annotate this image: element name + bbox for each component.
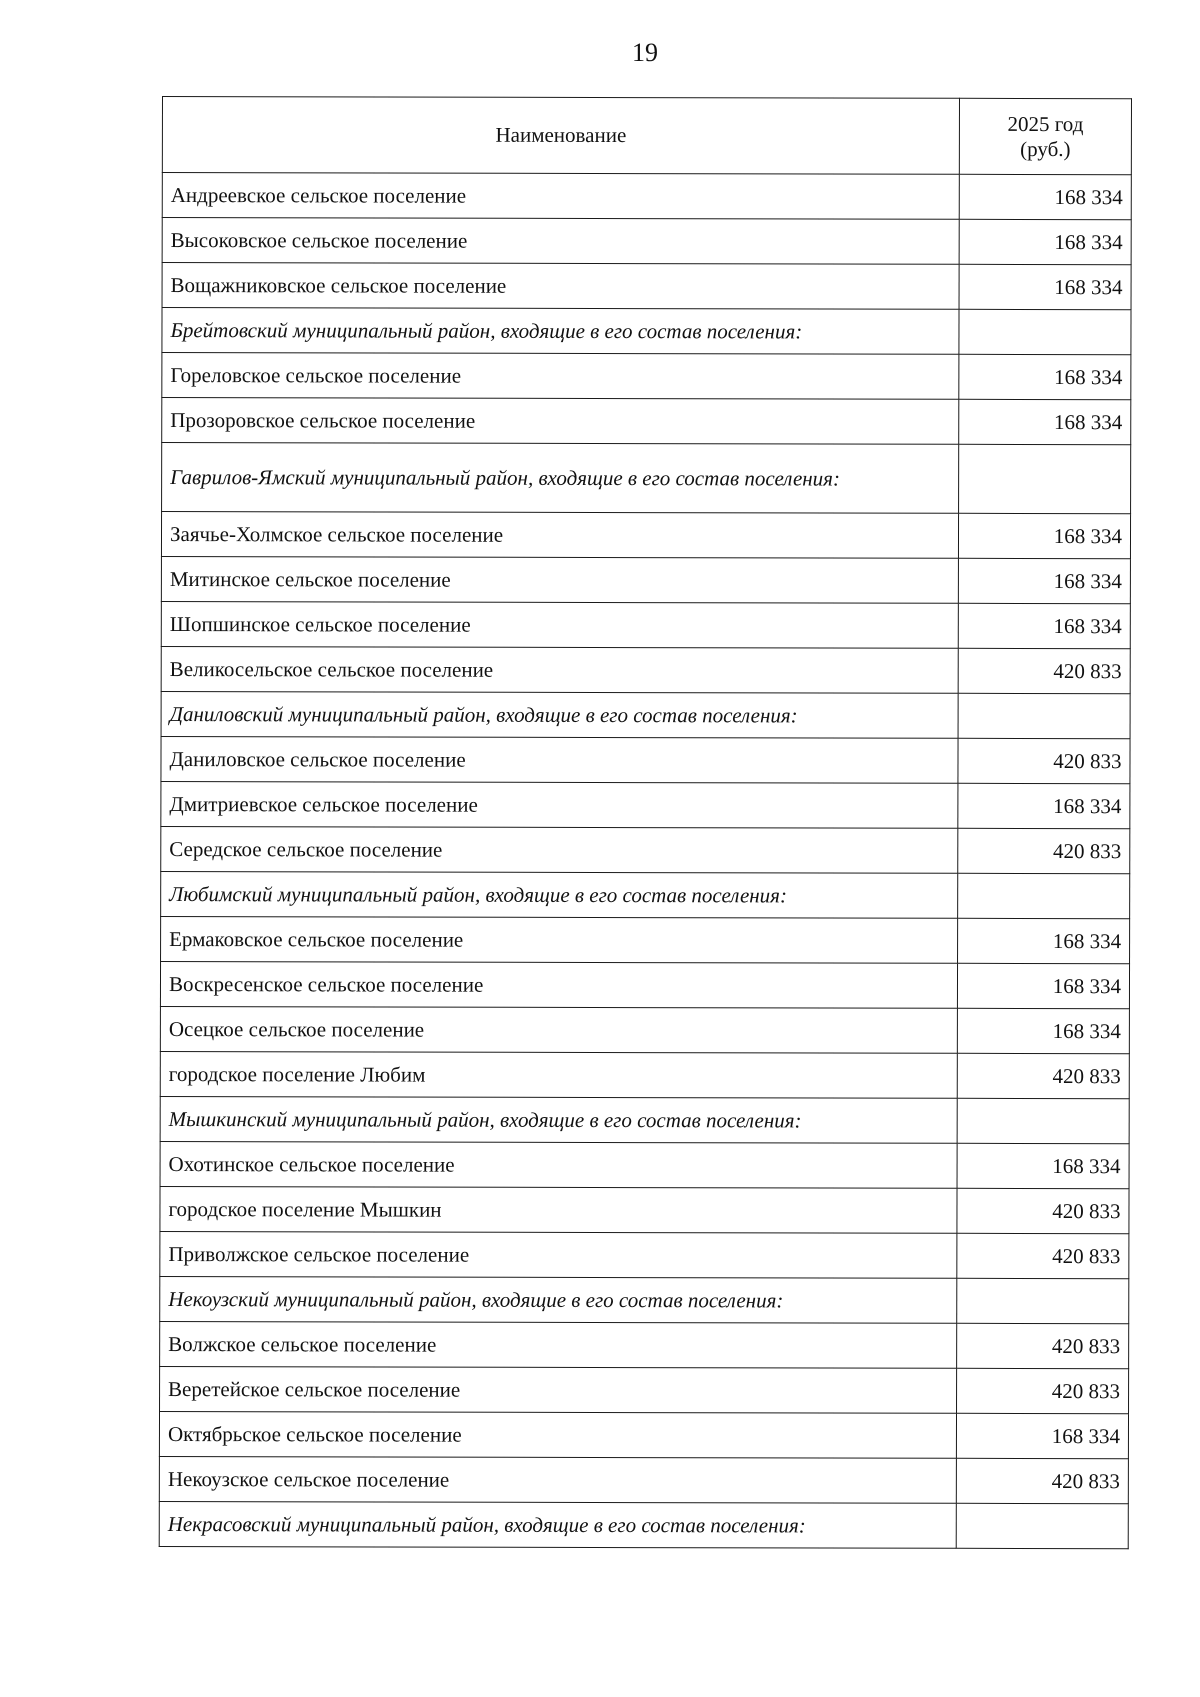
row-value: 168 334: [958, 918, 1130, 963]
table-row: [160, 1366, 1129, 1413]
table-row: [160, 961, 1129, 1008]
row-name: Середское сельское поселение: [161, 826, 958, 873]
row-name: Заячье-Холмское сельское поселение: [161, 512, 958, 559]
row-value: 168 334: [958, 558, 1130, 603]
row-name: Великосельское сельское поселение: [161, 646, 958, 693]
row-value: 420 833: [958, 648, 1130, 693]
row-value: 420 833: [958, 828, 1130, 873]
row-value: 168 334: [959, 174, 1131, 219]
row-name: Некоузское сельское поселение: [159, 1456, 956, 1503]
table-row: [159, 1456, 1128, 1503]
table-row: [161, 512, 1130, 559]
row-value: [959, 309, 1131, 354]
district-row: [162, 443, 1131, 514]
table-row: [162, 398, 1131, 445]
row-name: городское поселение Мышкин: [160, 1186, 957, 1233]
district-name: Некоузский муниципальный район, входящие в его состав поселения:: [160, 1276, 957, 1323]
row-value: 168 334: [959, 354, 1131, 399]
row-name: городское поселение Любим: [160, 1051, 957, 1098]
district-row: [162, 308, 1131, 355]
row-name: Приволжское сельское поселение: [160, 1231, 957, 1278]
table-row: [160, 1051, 1129, 1098]
table-row: [162, 263, 1131, 310]
table-row: [161, 781, 1130, 828]
budget-table: [159, 96, 1132, 1549]
column-header-unit-label: (руб.): [1020, 136, 1071, 161]
row-name: Прозоровское сельское поселение: [162, 398, 959, 445]
row-name: Воскресенское сельское поселение: [160, 961, 957, 1008]
table-row: [159, 1411, 1128, 1458]
column-header-year: [959, 98, 1131, 174]
row-name: Осецкое сельское поселение: [160, 1006, 957, 1053]
row-name: Митинское сельское поселение: [161, 556, 958, 603]
district-name: Брейтовский муниципальный район, входящие в его состав поселения:: [162, 308, 959, 355]
row-value: 168 334: [958, 783, 1130, 828]
row-name: Гореловское сельское поселение: [162, 353, 959, 400]
row-name: Андреевское сельское поселение: [162, 173, 959, 220]
row-name: Веретейское сельское поселение: [160, 1366, 957, 1413]
column-header-name: Наименование: [162, 97, 959, 175]
row-value: 168 334: [957, 1143, 1129, 1188]
district-row: [160, 1096, 1129, 1143]
district-name: Даниловский муниципальный район, входящие в его состав поселения:: [161, 691, 958, 738]
table-body: [159, 173, 1131, 1549]
table-row: [161, 601, 1130, 648]
table-row: [160, 1231, 1129, 1278]
row-value: [958, 693, 1130, 738]
row-name: Шопшинское сельское поселение: [161, 601, 958, 648]
row-name: Высоковское сельское поселение: [162, 218, 959, 265]
table-row: [161, 916, 1130, 963]
row-value: [957, 1098, 1129, 1143]
row-value: 420 833: [957, 1323, 1129, 1368]
table-row: [160, 1186, 1129, 1233]
row-value: 420 833: [958, 738, 1130, 783]
row-value: 168 334: [958, 513, 1130, 558]
row-value: 168 334: [959, 399, 1131, 444]
table-row: [160, 1006, 1129, 1053]
row-value: [956, 1503, 1128, 1548]
table-row: [160, 1141, 1129, 1188]
page-number: 19: [632, 38, 658, 67]
table-row: [161, 556, 1130, 603]
row-value: 420 833: [957, 1188, 1129, 1233]
row-value: 420 833: [956, 1458, 1128, 1503]
table-row: [161, 826, 1130, 873]
row-value: 168 334: [956, 1413, 1128, 1458]
table-row: [162, 353, 1131, 400]
row-name: Волжское сельское поселение: [160, 1321, 957, 1368]
row-value: 168 334: [957, 1008, 1129, 1053]
table-row: [162, 173, 1131, 220]
table-row: [160, 1321, 1129, 1368]
table-row: [161, 736, 1130, 783]
district-row: [160, 1276, 1129, 1323]
row-name: Ермаковское сельское поселение: [161, 916, 958, 963]
row-name: Октябрьское сельское поселение: [159, 1411, 956, 1458]
row-name: Вощажниковское сельское поселение: [162, 263, 959, 310]
row-value: [957, 1278, 1129, 1323]
row-name: Дмитриевское сельское поселение: [161, 781, 958, 828]
column-header-year-label: 2025 год: [1007, 111, 1084, 136]
row-value: 168 334: [959, 264, 1131, 309]
district-name: Любимский муниципальный район, входящие в его состав поселения:: [161, 871, 958, 918]
row-value: 420 833: [957, 1368, 1129, 1413]
district-row: [161, 871, 1130, 918]
row-value: [958, 873, 1130, 918]
district-row: [161, 691, 1130, 738]
row-value: 420 833: [957, 1053, 1129, 1098]
row-value: 420 833: [957, 1233, 1129, 1278]
row-value: 168 334: [958, 603, 1130, 648]
district-row: [159, 1501, 1128, 1548]
row-name: Охотинское сельское поселение: [160, 1141, 957, 1188]
row-value: [959, 444, 1131, 513]
district-name: Мышкинский муниципальный район, входящие в его состав поселения:: [160, 1096, 957, 1143]
table-row: [162, 218, 1131, 265]
table-row: [161, 646, 1130, 693]
row-value: 168 334: [957, 963, 1129, 1008]
row-name: Даниловское сельское поселение: [161, 736, 958, 783]
district-name: Гаврилов-Ямский муниципальный район, входящие в его состав поселения:: [162, 443, 959, 514]
row-value: 168 334: [959, 219, 1131, 264]
district-name: Некрасовский муниципальный район, входящие в его состав поселения:: [159, 1501, 956, 1548]
table-header-row: [162, 97, 1131, 175]
